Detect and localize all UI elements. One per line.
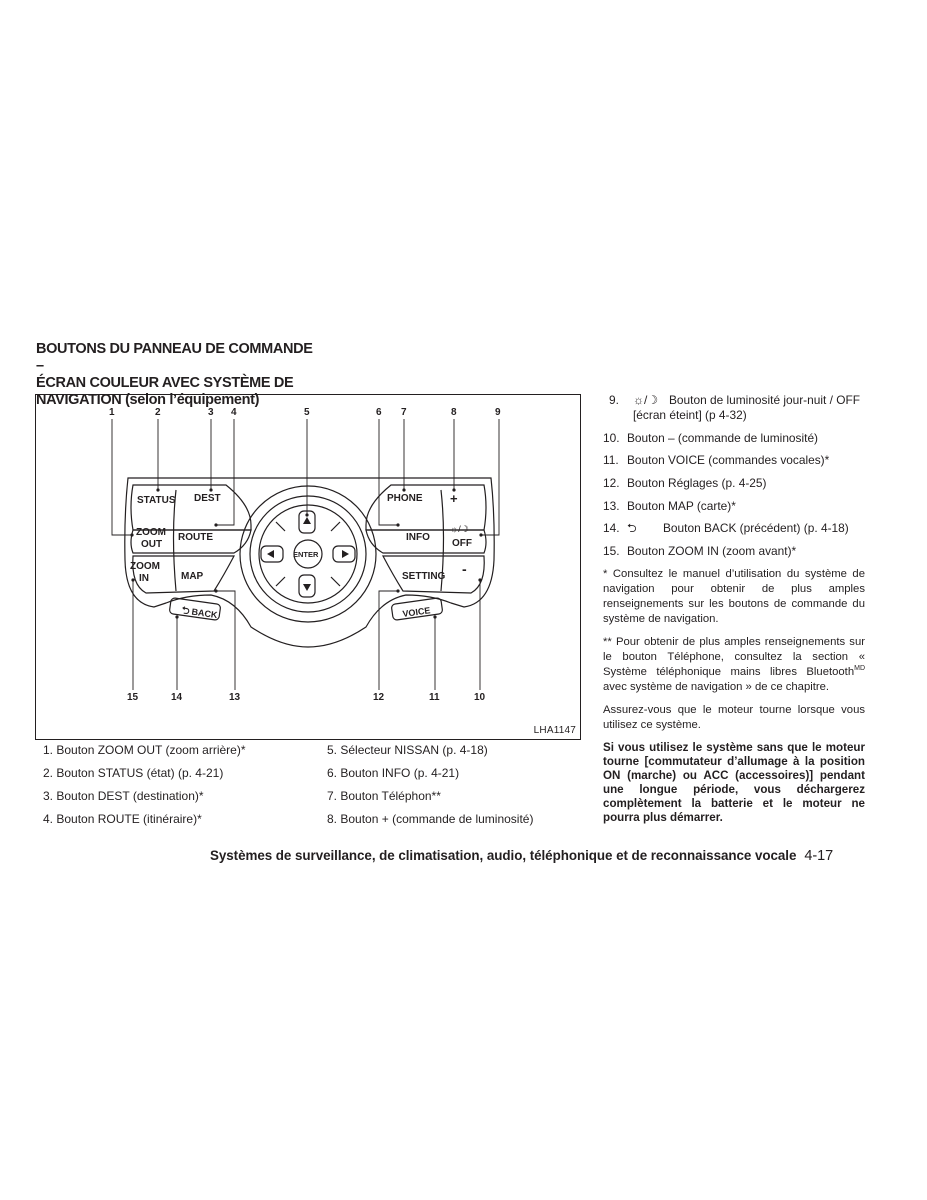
leader-line-12: [379, 591, 398, 690]
leader-dot-7: [402, 488, 405, 491]
list-item-8: [327, 812, 533, 827]
list-item-11: [603, 453, 865, 468]
off-label: OFF: [452, 538, 472, 549]
list-item-num: 9.: [609, 393, 619, 407]
zoom-in-label-2: IN: [139, 573, 149, 584]
list-item-text: Bouton VOICE (commandes vocales)*: [627, 453, 830, 468]
list-item-text: Bouton – (commande de luminosité): [627, 430, 819, 445]
list-item-num: 13.: [603, 498, 620, 513]
info-label: INFO: [406, 532, 430, 543]
callout-13: 13: [229, 692, 241, 703]
list-item-num: 7.: [327, 789, 338, 803]
back-arrow-icon: ⮌: [627, 521, 637, 536]
list-item-text: Bouton + (commande de luminosité): [340, 812, 534, 826]
dest-label: DEST: [194, 493, 221, 504]
list-item-text: Sélecteur NISSAN (p. 4-18): [340, 743, 488, 757]
leader-dot-14: [175, 615, 178, 618]
list-item-text: Bouton ROUTE (itinéraire)*: [56, 812, 202, 826]
heading-line-2: ÉCRAN COULEUR AVEC SYSTÈME DE: [36, 375, 294, 391]
back-arrow-icon: ⮌: [180, 605, 191, 618]
list-item-text: Bouton STATUS (état) (p. 4-21): [56, 766, 224, 780]
page-footer: [210, 848, 865, 864]
plus-label: +: [450, 491, 458, 506]
callout-5: 5: [304, 407, 310, 418]
list-item-num: 5.: [327, 743, 338, 757]
callout-11: 11: [429, 692, 440, 703]
daynight-icon: ☼/☽: [450, 524, 469, 534]
leader-dot-13: [214, 589, 217, 592]
note-engine: Assurez-vous que le moteur tourne lorsque vous utilisez ce système.: [603, 703, 865, 731]
callout-9: 9: [495, 407, 501, 418]
callout-14: 14: [171, 692, 183, 703]
leader-dot-15: [131, 578, 134, 581]
list-item-num: 8.: [327, 812, 338, 826]
callout-7: 7: [401, 407, 407, 418]
dial-tick: [331, 577, 340, 586]
list-item-4: [43, 812, 202, 827]
list-item-num: 12.: [603, 476, 620, 491]
leader-dot-12: [396, 589, 399, 592]
voice-label: VOICE: [401, 605, 432, 620]
phone-label: PHONE: [387, 493, 423, 504]
arrow-left-icon: [267, 550, 274, 558]
list-item-text: Bouton DEST (destination)*: [56, 789, 204, 803]
dial-tick: [276, 577, 285, 586]
control-panel-figure: [35, 394, 581, 740]
list-item-text: Bouton MAP (carte)*: [627, 498, 736, 513]
map-label: MAP: [181, 571, 204, 582]
leader-dot-11: [433, 615, 436, 618]
callout-4: 4: [231, 407, 237, 418]
list-item-num: 1.: [43, 743, 54, 757]
zoom-out-label-1: ZOOM: [136, 527, 166, 538]
list-item-text: Bouton INFO (p. 4-21): [340, 766, 460, 780]
left-top-segment: [131, 485, 251, 530]
leader-line-13: [216, 591, 235, 690]
enter-label: ENTER: [293, 550, 319, 559]
zoom-in-label-1: ZOOM: [130, 561, 160, 572]
leader-dot-10: [478, 578, 481, 581]
heading-line-1: BOUTONS DU PANNEAU DE COMMANDE –: [36, 341, 313, 374]
note-superscript: MD: [854, 665, 865, 673]
list-item-num: 11.: [603, 453, 619, 468]
note-double-star-text: ** Pour obtenir de plus amples renseignements sur le bouton Téléphone, consultez la section « Système téléphonique mains libres Bluetooth: [603, 635, 865, 678]
callout-15: 15: [127, 692, 139, 703]
list-item-num: 3.: [43, 789, 54, 803]
list-item-text: Bouton Réglages (p. 4-25): [627, 476, 767, 491]
list-item-num: 15.: [603, 544, 620, 559]
list-item-6: [327, 766, 459, 781]
list-item-num: 2.: [43, 766, 54, 780]
list-item-num: 6.: [327, 766, 338, 780]
list-item-9: [603, 393, 865, 423]
route-label: ROUTE: [178, 532, 213, 543]
leader-dot-6: [396, 523, 399, 526]
list-item-12: [603, 476, 865, 491]
note-star: * Consultez le manuel d’utilisation du système de navigation pour obtenir de plus amples renseignements sur les boutons de commande du système de navigation.: [603, 567, 865, 625]
back-label: BACK: [190, 606, 219, 621]
arrow-right-icon: [342, 550, 349, 558]
callout-10: 10: [474, 692, 486, 703]
list-item-text: Bouton de luminosité jour-nuit / OFF [écran éteint] (p 4-32): [633, 393, 860, 422]
leader-dot-4: [214, 523, 217, 526]
leader-dot-9: [479, 533, 482, 536]
heading-line-3-suffix: (selon l’équipement): [125, 392, 260, 408]
minus-label: -: [462, 561, 467, 577]
leader-line-1: [112, 419, 132, 535]
leader-line-4: [216, 419, 234, 525]
arrow-up-icon: [303, 517, 311, 524]
list-item-14: [603, 521, 865, 536]
leader-dot-1: [130, 533, 133, 536]
list-item-1: [43, 743, 246, 758]
list-item-num: 4.: [43, 812, 54, 826]
list-item-13: [603, 499, 865, 514]
list-item-3: [43, 789, 204, 804]
list-item-body: [633, 393, 865, 423]
leader-dot-3: [209, 488, 212, 491]
list-item-text: Bouton ZOOM OUT (zoom arrière)*: [56, 743, 246, 757]
callout-1: 1: [109, 407, 115, 418]
list-item-text: Bouton ZOOM IN (zoom avant)*: [627, 544, 797, 559]
heading-line-3-main: NAVIGATION: [36, 392, 122, 408]
zoom-out-label-2: OUT: [141, 539, 163, 550]
dial-tick: [276, 522, 285, 531]
list-item-7: [327, 789, 441, 804]
figure-code: LHA1147: [533, 725, 576, 736]
right-column: [603, 393, 865, 825]
list-item-5: [327, 743, 488, 758]
status-label: STATUS: [137, 495, 176, 506]
list-item-text: Bouton BACK (précédent) (p. 4-18): [663, 521, 849, 536]
leader-dot-5: [305, 513, 308, 516]
list-item-num: 14.: [603, 521, 620, 536]
callout-6: 6: [376, 407, 382, 418]
dial-tick: [331, 522, 340, 531]
footer-title: Systèmes de surveillance, de climatisation, audio, téléphonique et de reconnaissance vocale: [210, 848, 797, 863]
list-item-15: [603, 544, 865, 559]
callout-2: 2: [155, 407, 161, 418]
page-number: 4-17: [804, 848, 834, 864]
callout-12: 12: [373, 692, 385, 703]
note-double-star: [603, 635, 865, 695]
leader-line-9: [481, 419, 499, 535]
leader-line-6: [379, 419, 398, 525]
daynight-icon: ☼/☽: [633, 393, 659, 407]
control-panel-diagram: [36, 395, 582, 741]
setting-label: SETTING: [402, 571, 446, 582]
arrow-down-icon: [303, 584, 311, 591]
callout-8: 8: [451, 407, 457, 418]
list-item-num: 10.: [603, 430, 620, 445]
note-double-star-text-end: avec système de navigation » de ce chapitre.: [603, 680, 830, 693]
list-item-10: [603, 431, 865, 446]
list-item-text: Bouton Téléphon**: [340, 789, 441, 803]
list-item-body: [627, 521, 865, 536]
leader-dot-2: [156, 488, 159, 491]
list-item-2: [43, 766, 223, 781]
warning-text: Si vous utilisez le système sans que le moteur tourne [commutateur d’allumage à la position ON (marche) ou ACC (accessoires)] pendant une longue période, vous déchargerez complètement la batterie et le moteur ne pourra plus démarrer.: [603, 740, 865, 824]
callout-3: 3: [208, 407, 214, 418]
